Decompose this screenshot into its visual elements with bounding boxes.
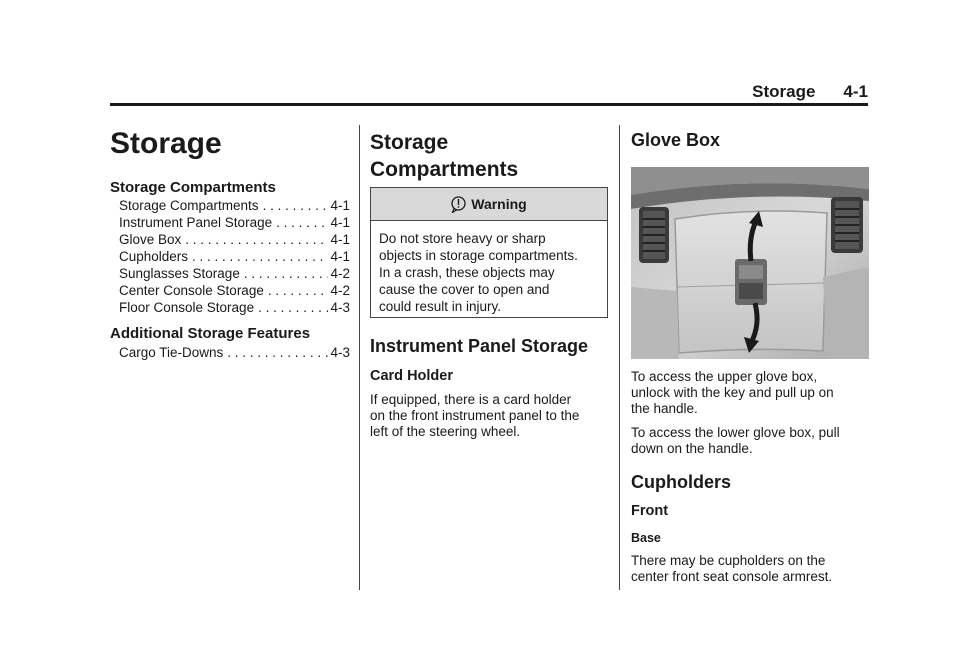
toc-item[interactable]	[110, 231, 350, 248]
base-title: Base	[631, 531, 661, 545]
warning-line: objects in storage compartments.	[379, 248, 578, 263]
header-page-number: 4-1	[843, 82, 868, 101]
glove-box-text	[631, 369, 869, 585]
toc-item-label: Sunglasses Storage	[119, 266, 240, 281]
toc-group-heading: Additional Storage Features	[110, 325, 311, 342]
toc-leader	[276, 214, 328, 231]
body-line: down on the handle.	[631, 441, 753, 456]
toc-item-label: Center Console Storage	[119, 283, 264, 298]
section-title-line: Storage	[370, 131, 449, 154]
warning-text	[371, 221, 607, 315]
chapter-title: Storage	[110, 127, 222, 160]
header-rule	[110, 103, 868, 106]
body-line: To access the upper glove box,	[631, 369, 818, 384]
toc-leader	[227, 344, 328, 361]
toc-item-page: 4-3	[330, 345, 350, 360]
body-line: on the front instrument panel to the	[370, 408, 580, 423]
toc-column	[110, 127, 350, 361]
body-line: unlock with the key and pull up on	[631, 385, 834, 400]
warning-line: In a crash, these objects may	[379, 265, 555, 280]
warning-line: could result in injury.	[379, 299, 502, 314]
glove-box-illustration	[631, 167, 869, 359]
subsection-title: Instrument Panel Storage	[370, 336, 589, 356]
toc-item-label: Cupholders	[119, 249, 189, 264]
toc-item-page: 4-2	[330, 283, 350, 298]
toc-item-page: 4-1	[330, 215, 350, 230]
glove-box-paragraph-2	[631, 425, 869, 457]
toc-leader	[263, 197, 329, 214]
toc-item[interactable]	[110, 299, 350, 316]
header-section: Storage	[752, 82, 816, 101]
column-divider-2	[619, 125, 620, 590]
warning-header	[371, 188, 607, 221]
instrument-panel-section	[370, 335, 610, 440]
page-header	[110, 82, 868, 104]
glove-box-paragraph-1	[631, 369, 869, 417]
section-title	[370, 129, 608, 183]
toc-item-label: Cargo Tie-Downs	[119, 345, 224, 360]
front-title: Front	[631, 503, 669, 519]
left-air-vent	[639, 207, 669, 263]
toc-leader	[258, 299, 328, 316]
toc-item[interactable]	[110, 265, 350, 282]
toc-leader	[185, 231, 328, 248]
cupholders-title: Cupholders	[631, 472, 732, 492]
body-line: the handle.	[631, 401, 698, 416]
toc-item-page: 4-1	[330, 232, 350, 247]
warning-line: Do not store heavy or sharp	[379, 231, 546, 246]
body-line: left of the steering wheel.	[370, 424, 521, 439]
warning-line: cause the cover to open and	[379, 282, 550, 297]
toc-item-label: Storage Compartments	[119, 198, 259, 213]
toc-item[interactable]	[110, 197, 350, 214]
toc-leader	[268, 282, 329, 299]
column-divider-1	[359, 125, 360, 590]
content-column-2	[370, 129, 608, 183]
right-air-vent	[831, 197, 863, 253]
toc-list	[110, 344, 350, 361]
toc-item-page: 4-2	[330, 266, 350, 281]
toc-item[interactable]	[110, 248, 350, 265]
toc-item[interactable]	[110, 344, 350, 361]
card-holder-text	[370, 392, 610, 440]
glove-box-handle	[735, 259, 767, 305]
toc-item-label: Floor Console Storage	[119, 300, 255, 315]
section-title-line: Compartments	[370, 158, 519, 181]
body-line: If equipped, there is a card holder	[370, 392, 572, 407]
cupholders-paragraph	[631, 553, 869, 585]
toc-group	[110, 325, 350, 361]
body-line: To access the lower glove box, pull	[631, 425, 840, 440]
glove-box-photo	[631, 167, 869, 359]
toc-item[interactable]	[110, 214, 350, 231]
toc-item-label: Glove Box	[119, 232, 182, 247]
body-line: center front seat console armrest.	[631, 569, 833, 584]
warning-icon	[451, 196, 466, 213]
toc-item-page: 4-3	[330, 300, 350, 315]
warning-box	[370, 187, 608, 318]
glove-box-title: Glove Box	[631, 130, 721, 150]
toc-item-label: Instrument Panel Storage	[119, 215, 273, 230]
toc-group	[110, 179, 350, 316]
toc-item[interactable]	[110, 282, 350, 299]
body-line: There may be cupholders on the	[631, 553, 826, 568]
toc-list	[110, 197, 350, 316]
content-column-3	[631, 129, 869, 151]
toc-item-page: 4-1	[330, 198, 350, 213]
toc-item-page: 4-1	[330, 249, 350, 264]
toc-leader	[192, 248, 328, 265]
warning-label: Warning	[471, 196, 527, 212]
toc-leader	[244, 265, 329, 282]
toc-group-heading: Storage Compartments	[110, 179, 276, 196]
card-holder-title: Card Holder	[370, 368, 453, 384]
